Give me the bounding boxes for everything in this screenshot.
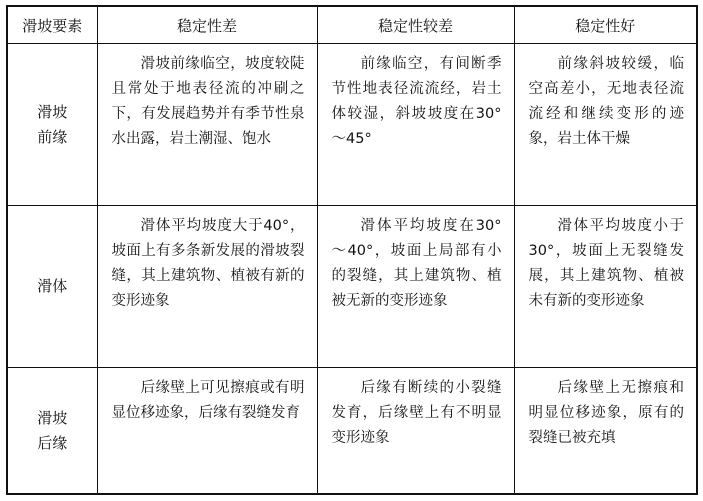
table-cell: 滑体平均坡度在30°～40°，坡面上局部有小的裂缝，其上建筑物、植被无新的变形迹象 bbox=[317, 206, 514, 368]
table-cell: 滑体平均坡度大于40°，坡面上有多条新发展的滑坡裂缝，其上建筑物、植被有新的变形迹象 bbox=[97, 206, 317, 368]
table-header-row bbox=[7, 6, 697, 44]
table-cell: 后缘有断续的小裂缝发育，后缘壁上有不明显变形迹象 bbox=[317, 368, 514, 495]
header-fair-stability: 稳定性较差 bbox=[317, 6, 514, 44]
row-label-front-edge bbox=[7, 44, 97, 206]
header-poor-stability: 稳定性差 bbox=[97, 6, 317, 44]
table-row bbox=[7, 206, 697, 368]
table-cell: 滑体平均坡度小于30°，坡面上无裂缝发展，其上建筑物、植被未有新的变形迹象 bbox=[514, 206, 697, 368]
table-cell: 前缘临空，有间断季节性地表径流流经，岩土体较湿，斜坡坡度在30°～45° bbox=[317, 44, 514, 206]
row-label-rear-edge bbox=[7, 368, 97, 495]
table-cell: 前缘斜坡较缓，临空高差小，无地表径流流经和继续变形的迹象，岩土体干燥 bbox=[514, 44, 697, 206]
row-label-slide-body bbox=[7, 206, 97, 368]
landslide-stability-table bbox=[6, 5, 698, 495]
table-cell: 后缘壁上可见擦痕或有明显位移迹象，后缘有裂缝发育 bbox=[97, 368, 317, 495]
table-cell: 后缘壁上无擦痕和明显位移迹象，原有的裂缝已被充填 bbox=[514, 368, 697, 495]
table-cell: 滑坡前缘临空，坡度较陡且常处于地表径流的冲刷之下，有发展趋势并有季节性泉水出露，岩土潮湿、饱水 bbox=[97, 44, 317, 206]
row-label-text: 滑坡 后缘 bbox=[37, 408, 68, 452]
table-row bbox=[7, 44, 697, 206]
table-row bbox=[7, 368, 697, 495]
header-good-stability: 稳定性好 bbox=[514, 6, 697, 44]
row-label-text: 滑坡 前缘 bbox=[37, 102, 68, 146]
header-element: 滑坡要素 bbox=[7, 6, 97, 44]
row-label-text: 滑体 bbox=[37, 277, 68, 295]
